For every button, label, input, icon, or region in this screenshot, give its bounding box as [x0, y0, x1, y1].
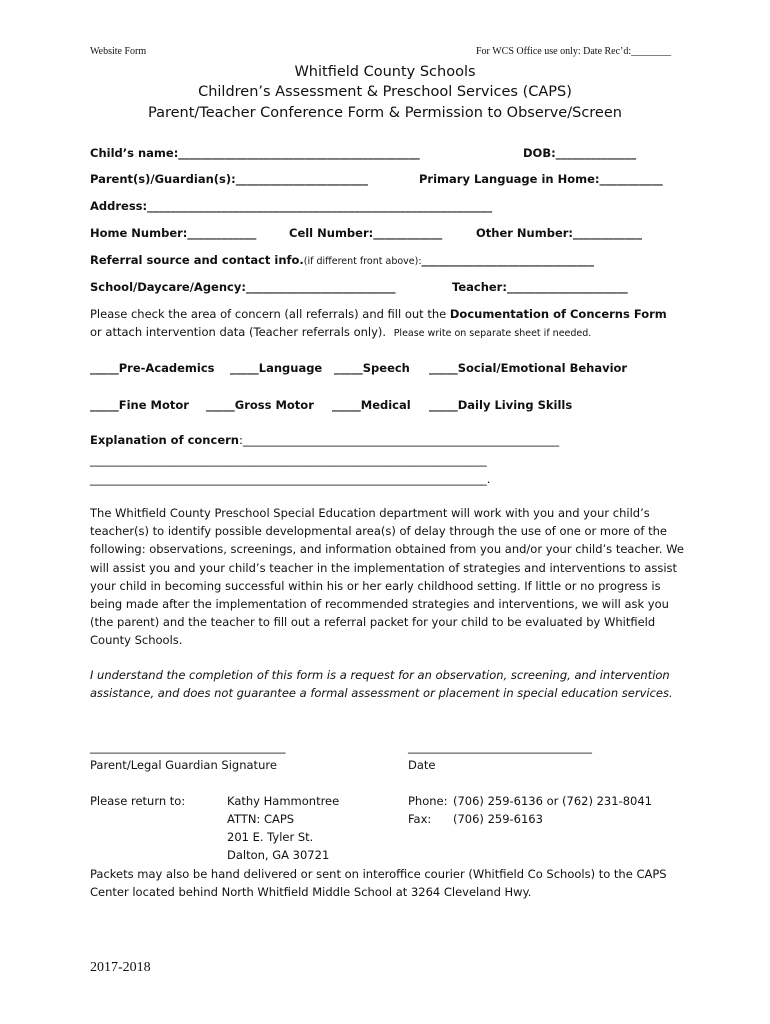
- return-city: Dalton, GA 30721: [227, 848, 330, 862]
- parents-field[interactable]: Parent(s)/Guardian(s):_______________________: [90, 172, 368, 186]
- consent-statement: I understand the completion of this form is a request for an observation, screening, and intervention assistance, and does not guarantee a formal assessment or placement in special education services.: [90, 668, 673, 701]
- referral-note: (if different front above):: [303, 256, 422, 267]
- primary-language-field[interactable]: Primary Language in Home:___________: [419, 172, 663, 186]
- home-number-field[interactable]: Home Number:____________: [90, 226, 257, 240]
- concern-medical[interactable]: _____Medical: [332, 398, 411, 412]
- address-field[interactable]: Address:____________________________________________________________: [90, 199, 493, 213]
- signature-line[interactable]: __________________________________: [90, 740, 286, 754]
- explanation-field[interactable]: [90, 433, 559, 447]
- signature-label: Parent/Legal Guardian Signature: [90, 758, 277, 772]
- referral-field[interactable]: [90, 253, 594, 267]
- phone-value: (706) 259-6136 or (762) 231-8041: [453, 794, 652, 808]
- date-line[interactable]: ________________________________: [408, 740, 592, 754]
- referral-line[interactable]: ______________________________: [421, 253, 595, 267]
- concern-language[interactable]: _____Language: [230, 361, 323, 375]
- return-label: Please return to:: [90, 794, 186, 808]
- instructions-line2: [90, 325, 591, 339]
- explanation-line-3[interactable]: _____________________________________________________________________.: [90, 472, 491, 486]
- referral-label: Referral source and contact info.: [90, 253, 304, 267]
- concern-daily-living[interactable]: _____Daily Living Skills: [429, 398, 573, 412]
- explanation-line-1[interactable]: :_______________________________________________________: [238, 433, 560, 447]
- teacher-field[interactable]: Teacher:_____________________: [452, 280, 628, 294]
- title-district: Whitfield County Schools: [294, 64, 476, 80]
- documentation-form-name: Documentation of Concerns Form: [449, 307, 667, 321]
- concern-gross-motor[interactable]: _____Gross Motor: [206, 398, 314, 412]
- concern-pre-academics[interactable]: _____Pre-Academics: [90, 361, 215, 375]
- concern-social-emotional[interactable]: _____Social/Emotional Behavior: [429, 361, 628, 375]
- fax-value: (706) 259-6163: [453, 812, 543, 826]
- explanation-label: Explanation of concern: [90, 433, 239, 447]
- return-name: Kathy Hammontree: [227, 794, 340, 808]
- website-form-label: Website Form: [90, 46, 147, 57]
- phone-label: Phone:: [408, 794, 448, 808]
- explanation-line-2[interactable]: _____________________________________________________________________: [90, 453, 487, 467]
- date-label: Date: [408, 758, 436, 772]
- concern-fine-motor[interactable]: _____Fine Motor: [90, 398, 189, 412]
- return-street: 201 E. Tyler St.: [227, 830, 314, 844]
- child-name-field[interactable]: Child’s name:__________________________________________: [90, 146, 420, 160]
- other-number-field[interactable]: Other Number:____________: [476, 226, 643, 240]
- instructions-text: Please check the area of concern (all referrals) and fill out the: [90, 307, 450, 321]
- footer-year: 2017-2018: [90, 960, 151, 975]
- instructions-line1: [90, 307, 667, 321]
- instructions-text-2: or attach intervention data (Teacher referrals only).: [90, 325, 387, 339]
- school-field[interactable]: School/Daycare/Agency:__________________________: [90, 280, 396, 294]
- return-attn: ATTN: CAPS: [227, 812, 295, 826]
- dob-field[interactable]: DOB:______________: [523, 146, 637, 160]
- program-description: The Whitfield County Preschool Special Education department will work with you and your child’s teacher(s) to identify possible developmental area(s) of delay through the use of one or more of the following: observations, screenings, and information obtained from you and/or your child’s teacher. We will assist you and your child’s teacher in the implementation of strategies and interventions to assist your child in becoming successful within his or her early childhood setting. If little or no progress is being made after the implementation of recommended strategies and interventions, we will ask you (the parent) and the teacher to fill out a referral packet for your child to be evaluated by Whitfield County Schools.: [90, 506, 684, 648]
- separate-sheet-note: Please write on separate sheet if needed.: [393, 328, 592, 339]
- title-program: Children’s Assessment & Preschool Services (CAPS): [198, 84, 572, 100]
- office-use-label: For WCS Office use only: Date Rec’d:________: [476, 46, 672, 57]
- title-form: Parent/Teacher Conference Form & Permission to Observe/Screen: [148, 105, 622, 121]
- fax-label: Fax:: [408, 812, 432, 826]
- packets-note: Packets may also be hand delivered or sent on interoffice courier (Whitfield Co Schools) to the CAPS Center located behind North Whitfield Middle School at 3264 Cleveland Hwy.: [90, 867, 667, 900]
- cell-number-field[interactable]: Cell Number:____________: [289, 226, 443, 240]
- concern-speech[interactable]: _____Speech: [334, 361, 410, 375]
